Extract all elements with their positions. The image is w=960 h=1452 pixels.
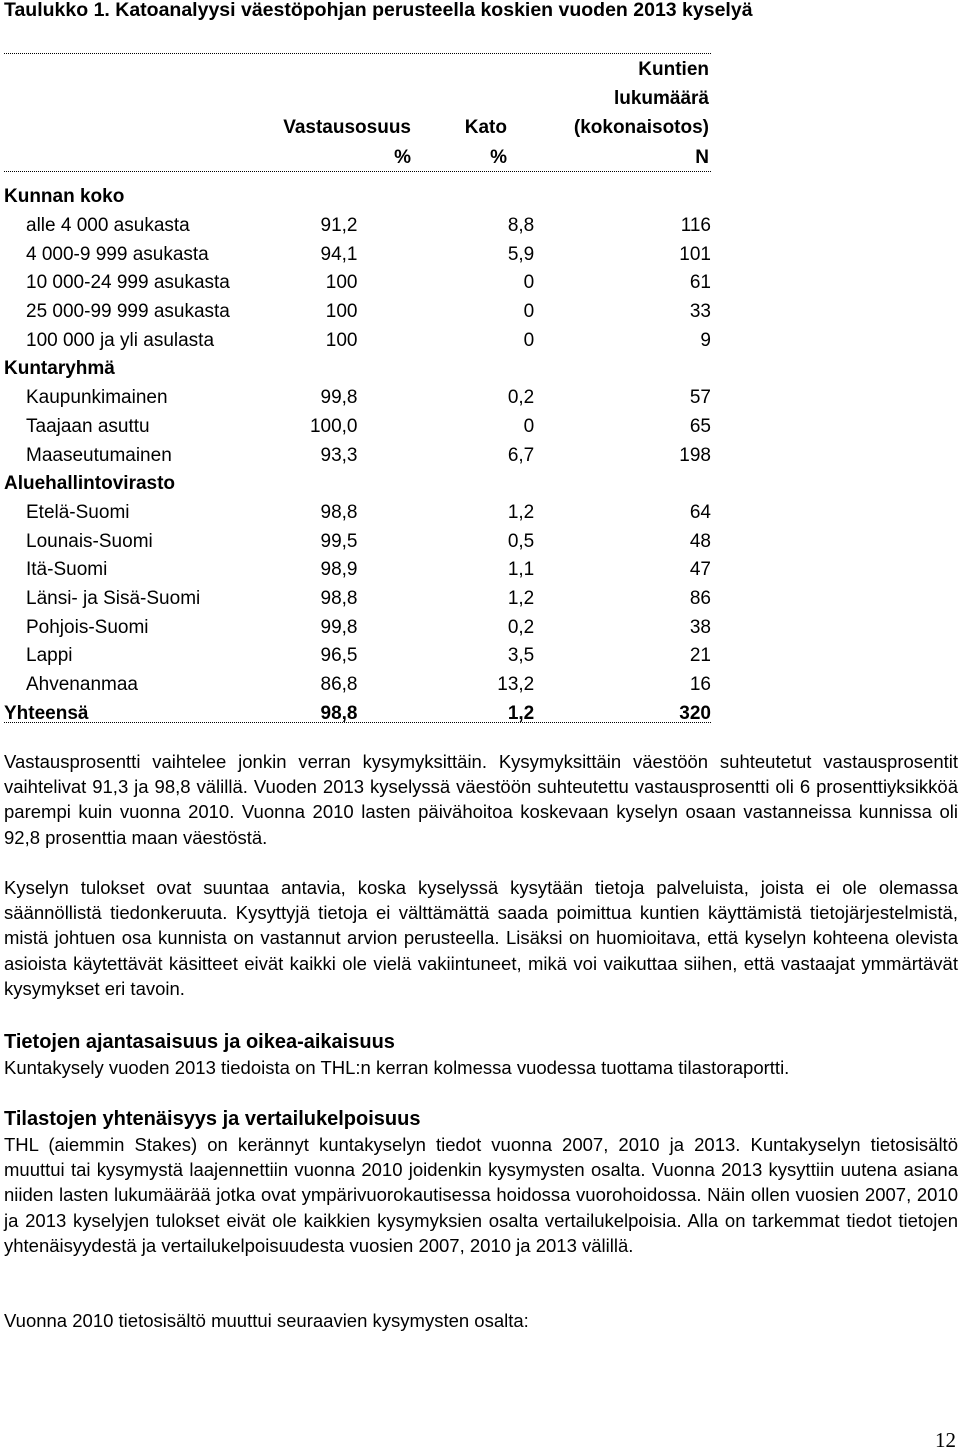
vastausosuus-cell: 93,3: [320, 444, 358, 466]
group-header-row: [4, 355, 711, 384]
kuntien-cell: 116: [680, 215, 711, 237]
vastausosuus-cell: 98,9: [320, 559, 358, 581]
row-label: Itä-Suomi: [26, 559, 108, 581]
row-label: 10 000-24 999 asukasta: [26, 272, 230, 294]
kuntien-cell: 9: [700, 329, 711, 351]
table-row: [4, 240, 711, 269]
kato-cell: 0,2: [507, 616, 535, 638]
table-row: [4, 441, 711, 470]
kuntien-cell: 64: [689, 501, 711, 523]
table-row: [4, 671, 711, 700]
table-row: [4, 642, 711, 671]
unit-vastausosuus: %: [394, 147, 411, 168]
row-label: Ahvenanmaa: [26, 674, 138, 696]
vastausosuus-cell: 100,0: [309, 415, 358, 437]
total-kuntien: 320: [679, 702, 711, 724]
table-row: [4, 384, 711, 413]
row-label: Etelä-Suomi: [26, 501, 130, 523]
section-heading-comparability: Tilastojen yhtenäisyys ja vertailukelpoisuus: [4, 1108, 421, 1130]
vastausosuus-cell: 96,5: [320, 645, 358, 667]
row-label: Lounais-Suomi: [26, 530, 153, 552]
kato-cell: 3,5: [507, 645, 535, 667]
row-label: 100 000 ja yli asulasta: [26, 329, 215, 351]
kato-cell: 13,2: [497, 674, 535, 696]
kato-cell: 1,1: [507, 559, 535, 581]
table-row: [4, 499, 711, 528]
row-label: Lappi: [26, 645, 73, 667]
kuntien-cell: 47: [689, 559, 711, 581]
table-bottom-rule: [4, 722, 711, 723]
kuntien-cell: 61: [689, 272, 711, 294]
group-header-row: [4, 470, 711, 499]
paragraph-reliability: Kyselyn tulokset ovat suuntaa antavia, koska kyselyssä kysytään tietoja palveluista, joista ei ole olemassa säännöllistä tiedonkeruuta. Kysyttyjä tietoja ei välttämättä saada poimittua kuntien käyttämistä tietojärjestelmistä, mistä johtuen osa kunnista on vastannut arvion perusteella. Lisäksi on huomioitava, että kyselyn kohteena olevista asioista käytettävät käsitteet eivät kaikki ole vielä vakiintuneet, mikä voi vaikuttaa siihen, että vastaajat ymmärtävät kysymykset eri tavoin.: [4, 877, 958, 999]
header-kato: Kato: [464, 117, 507, 138]
row-label: 4 000-9 999 asukasta: [26, 243, 209, 265]
kato-cell: 6,7: [507, 444, 535, 466]
kato-cell: 5,9: [507, 243, 535, 265]
group-header-row: [4, 183, 711, 212]
table-top-rule: [4, 53, 711, 54]
data-table: [4, 183, 711, 728]
kato-cell: 8,8: [507, 215, 535, 237]
table-row: [4, 298, 711, 327]
unit-kuntien: N: [695, 147, 709, 168]
vastausosuus-cell: 100: [325, 301, 358, 323]
page-number: 12: [935, 1428, 956, 1452]
kuntien-cell: 65: [689, 415, 711, 437]
vastausosuus-cell: 100: [325, 272, 358, 294]
row-label: Taajaan asuttu: [26, 415, 150, 437]
kato-cell: 0: [523, 415, 535, 437]
group-title: Kuntaryhmä: [4, 358, 115, 380]
table-row: [4, 613, 711, 642]
header-kuntien-line1: Kuntien: [638, 59, 709, 80]
paragraph-comparability: THL (aiemmin Stakes) on kerännyt kuntakyselyn tiedot vuonna 2007, 2010 ja 2013. Kuntakyselyn tietosisältö muuttui tai kysymystä laajennettiin vuonna 2010 joidenkin kysymysten osalta. Vuonna 2013 kysyttiin uutena asiana niiden lasten lukumäärää jotka ovat ympärivuorokautisessa hoidossa vuorohoidossa. Näin ollen vuosien 2007, 2010 ja 2013 kyselyjen tulokset eivät ole kaikkien kysymyksien osalta vertailukelpoisia. Alla on tarkemmat tiedot tietojen yhtenäisyydestä ja vertailukelpoisuudesta vuosien 2007, 2010 ja 2013 välillä.: [4, 1134, 958, 1256]
unit-kato: %: [490, 147, 507, 168]
row-label: Länsi- ja Sisä-Suomi: [26, 587, 201, 609]
total-vastausosuus: 98,8: [320, 702, 358, 724]
paragraph-changes-intro: Vuonna 2010 tietosisältö muuttui seuraavien kysymysten osalta:: [4, 1310, 529, 1331]
header-kuntien-line3: (kokonaisotos): [573, 117, 709, 138]
kuntien-cell: 21: [689, 645, 711, 667]
section-heading-timeliness: Tietojen ajantasaisuus ja oikea-aikaisuus: [4, 1031, 395, 1053]
vastausosuus-cell: 98,8: [320, 501, 358, 523]
header-kuntien-line2: lukumäärä: [613, 88, 709, 109]
kato-cell: 1,2: [507, 587, 535, 609]
row-label: alle 4 000 asukasta: [26, 215, 190, 237]
table-row: [4, 326, 711, 355]
group-title: Kunnan koko: [4, 186, 125, 208]
kato-cell: 0,5: [507, 530, 535, 552]
kuntien-cell: 38: [689, 616, 711, 638]
kuntien-cell: 57: [689, 387, 711, 409]
row-label: Maaseutumainen: [26, 444, 172, 466]
vastausosuus-cell: 91,2: [320, 215, 358, 237]
kuntien-cell: 48: [689, 530, 711, 552]
total-kato: 1,2: [507, 702, 535, 724]
table-row: [4, 269, 711, 298]
kuntien-cell: 198: [679, 444, 711, 466]
kato-cell: 0: [523, 301, 535, 323]
vastausosuus-cell: 99,8: [320, 616, 358, 638]
vastausosuus-cell: 100: [325, 329, 358, 351]
kato-cell: 0,2: [507, 387, 535, 409]
total-row: [4, 699, 711, 728]
vastausosuus-cell: 86,8: [320, 674, 358, 696]
kuntien-cell: 16: [689, 674, 711, 696]
table-row: [4, 413, 711, 442]
header-bottom-rule: [4, 171, 711, 172]
kuntien-cell: 86: [689, 587, 711, 609]
kato-cell: 0: [523, 272, 535, 294]
table-row: [4, 585, 711, 614]
row-label: 25 000-99 999 asukasta: [26, 301, 230, 323]
kuntien-cell: 101: [679, 243, 711, 265]
header-vastausosuus: Vastausosuus: [283, 117, 411, 138]
vastausosuus-cell: 99,5: [320, 530, 358, 552]
kuntien-cell: 33: [689, 301, 711, 323]
kato-cell: 0: [523, 329, 535, 351]
table-caption: Taulukko 1. Katoanalyysi väestöpohjan perusteella koskien vuoden 2013 kyselyä: [4, 0, 753, 21]
paragraph-timeliness: Kuntakysely vuoden 2013 tiedoista on THL:n kerran kolmessa vuodessa tuottama tilastoraportti.: [4, 1057, 790, 1078]
row-label: Pohjois-Suomi: [26, 616, 149, 638]
table-row: [4, 527, 711, 556]
vastausosuus-cell: 94,1: [320, 243, 358, 265]
total-label: Yhteensä: [4, 702, 89, 724]
table-row: [4, 556, 711, 585]
vastausosuus-cell: 98,8: [320, 587, 358, 609]
kato-cell: 1,2: [507, 501, 535, 523]
group-title: Aluehallintovirasto: [4, 473, 176, 495]
table-row: [4, 212, 711, 241]
row-label: Kaupunkimainen: [26, 387, 168, 409]
vastausosuus-cell: 99,8: [320, 387, 358, 409]
paragraph-response-rate: Vastausprosentti vaihtelee jonkin verran kysymyksittäin. Kysymyksittäin väestöön suhteutetut vastausprosentit vaihtelivat 91,3 ja 98,8 välillä. Vuoden 2013 kyselyssä väestöön suhteutettu vastausprosentti oli 6 prosenttiyksikköä parempi kuin vuonna 2010. Vuonna 2010 lasten päivähoitoa koskevaan kyselyn osaan vastanneissa kunnissa oli 92,8 prosenttia maan väestöstä.: [4, 751, 958, 848]
